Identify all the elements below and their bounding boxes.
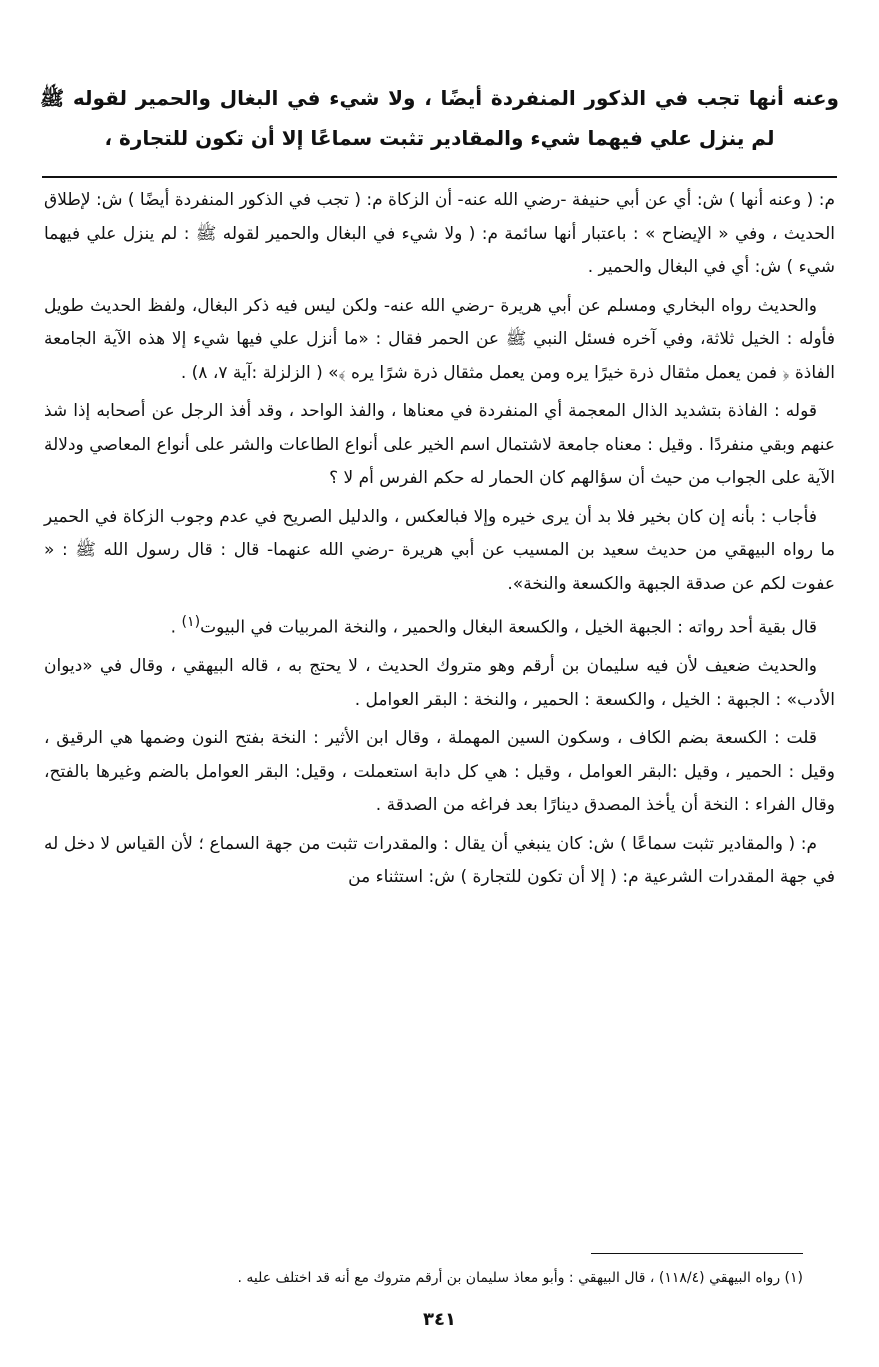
footnote: (١) رواه البيهقي (١١٨/٤) ، قال البيهقي : وأبو معاذ سليمان بن أرقم متروك مع أنه قد اختلف عليه . (237, 1270, 803, 1286)
page-number: ٣٤١ (423, 1309, 456, 1330)
commentary-paragraph-8: م: ( والمقادير تثبت سماعًا ) ش: كان ينبغي أن يقال : والمقدرات تثبت من جهة السماع ؛ لأن القياس لا دخل له في جهة المقدرات الشرعية م: ( إلا أن تكون للتجارة ) ش: استثناء من (44, 833, 835, 888)
commentary-body (44, 184, 835, 895)
matn-text: وعنه أنها تجب في الذكور المنفردة أيضًا ، ولا شيء في البغال والحمير لقوله ﷺ لم ينزل علي فيهما شيء والمقادير تثبت سماعًا إلا أن تكون للتجارة ، (40, 86, 839, 150)
commentary-paragraph-5 (44, 606, 835, 645)
commentary-paragraph-2: والحديث رواه البخاري ومسلم عن أبي هريرة -رضي الله عنه- ولكن ليس فيه ذكر البغال، ولفظ الحديث طويل فأوله : الخيل ثلاثة، وفي آخره فسئل النبي ﷺ عن الحمر فقال : «ما أنزل علي فيها شيء إلا هذه الآية الجامعة الفاذة ﴿ فمن يعمل مثقال ذرة خيرًا يره ومن يعمل مثقال ذرة شرًا يره ﴾» ( الزلزلة :آية ٧، ٨) . (44, 295, 835, 383)
commentary-paragraph-4: فأجاب : بأنه إن كان بخير فلا بد أن يرى خيره وإلا فبالعكس ، والدليل الصريح في عدم وجوب الزكاة في الحمير ما رواه البيهقي من حديث سعيد بن المسيب عن أبي هريرة -رضي الله عنهما- قال : قال رسول الله ﷺ : « عفوت لكم عن صدقة الجبهة والكسعة والنخة». (44, 506, 835, 594)
commentary-paragraph-1: م: ( وعنه أنها ) ش: أي عن أبي حنيفة -رضي الله عنه- أن الزكاة م: ( تجب في الذكور المنفردة أيضًا ) ش: لإطلاق الحديث ، وفي « الإيضاح » : باعتبار أنها سائمة م: ( ولا شيء في البغال والحمير لقوله ﷺ : لم ينزل علي فيهما شيء ) ش: أي في البغال والحمير . (44, 190, 835, 277)
commentary-paragraph-6: والحديث ضعيف لأن فيه سليمان بن أرقم وهو متروك الحديث ، لا يحتج به ، قاله البيهقي ، وقال في «ديوان الأدب» : الجبهة : الخيل ، والكسعة : الحمير ، والنخة : البقر العوامل . (44, 656, 835, 710)
footnote-separator-line (591, 1253, 803, 1254)
commentary-paragraph-7: قلت : الكسعة بضم الكاف ، وسكون السين المهملة ، وقال ابن الأثير : النخة بفتح النون وضمها هي الرقيق ، وقيل : الحمير ، وقيل :البقر العوامل ، وقيل : هي كل دابة استعملت ، وقيل: البقر العوامل بالضم وغيرها بالفتح، وقال الفراء : النخة أن يأخذ المصدق دينارًا بعد فراغه من الصدقة . (44, 728, 835, 816)
commentary-paragraph-3: قوله : الفاذة بتشديد الذال المعجمة أي المنفردة في معناها ، والفذ الواحد ، وقد أفذ الرجل عن أصحابه إذا شذ عنهم وبقي منفردًا . وقيل : معناه جامعة لاشتمال اسم الخير على أنواع الطاعات والشر على أنواع المعاصي ودلالة الآية على الجواب من حيث أن سؤالهم كان الحمار له حكم الفرس أم لا ؟ (44, 401, 835, 488)
matn-separator-line (42, 176, 837, 178)
footnote-marker-tail: . (170, 617, 182, 638)
commentary-paragraph-5-text: قال بقية أحد رواته : الجبهة الخيل ، والكسعة البغال والحمير ، والنخة المربيات في البيوت (200, 617, 817, 638)
footnote-marker: (١) (181, 614, 201, 630)
